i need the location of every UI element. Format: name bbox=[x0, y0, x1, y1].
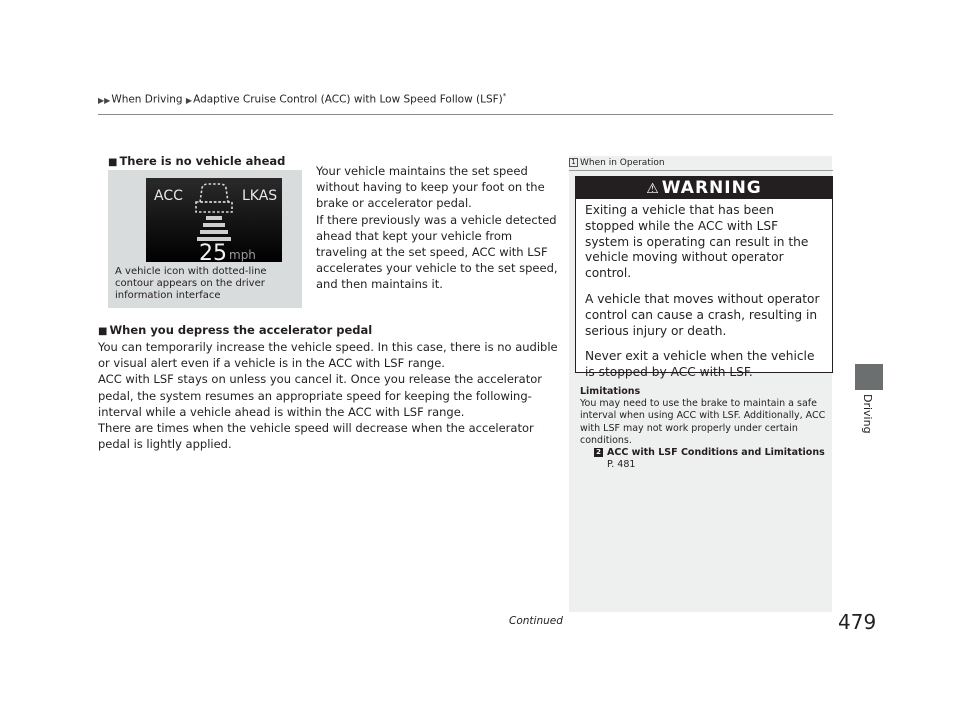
header-rule bbox=[98, 114, 833, 115]
warning-triangle-icon: ⚠ bbox=[646, 181, 660, 197]
warning-title-bar: ⚠ WARNING bbox=[576, 177, 832, 199]
breadcrumb-item-when-driving[interactable]: When Driving bbox=[111, 93, 183, 106]
limitations-body: You may need to use the brake to maintain a safe interval when using ACC with LSF. Additionally, ACC with LSF may not work properly under certain conditions. bbox=[580, 398, 826, 446]
chapter-tab bbox=[855, 364, 883, 390]
lkas-label: LKAS bbox=[242, 188, 278, 204]
cross-reference-link[interactable]: 2 ACC with LSF Conditions and Limitations bbox=[580, 447, 830, 459]
section-title-accelerator: ■ When you depress the accelerator pedal bbox=[98, 323, 373, 337]
set-speed: 25 bbox=[199, 241, 227, 262]
warning-text bbox=[576, 199, 832, 381]
sidebar-heading: 1 When in Operation bbox=[569, 158, 833, 171]
display-graphic bbox=[146, 178, 282, 262]
figure-panel bbox=[108, 170, 302, 308]
warning-box bbox=[575, 176, 833, 380]
note-number-icon: 1 bbox=[569, 158, 578, 167]
reference-icon: 2 bbox=[594, 448, 603, 457]
square-bullet-icon: ■ bbox=[98, 326, 108, 337]
section1-body: Your vehicle maintains the set speed without having to keep your foot on the brake or accelerator pedal. If there previously was a vehicle detected ahead that kept your vehicle from traveling at the set speed, ACC with LSF accelerates your vehicle to the set speed, and then maintains it. bbox=[316, 164, 558, 292]
figure-caption: A vehicle icon with dotted-line contour appears on the driver information interface bbox=[115, 266, 267, 301]
square-bullet-icon: ■ bbox=[108, 157, 118, 168]
driver-info-display bbox=[146, 178, 282, 262]
limitations-note bbox=[580, 386, 830, 471]
breadcrumb-item-acc[interactable]: Adaptive Cruise Control (ACC) with Low Speed Follow (LSF) bbox=[193, 93, 503, 106]
warning-paragraph: A vehicle that moves without operator control can cause a crash, resulting in serious injury or death. bbox=[585, 291, 820, 338]
limitations-title: Limitations bbox=[580, 386, 641, 397]
warning-paragraph: Never exit a vehicle when the vehicle is stopped by ACC with LSF. bbox=[585, 349, 815, 380]
arrow-right-icon: ▶▶ bbox=[98, 95, 111, 105]
section-title-no-vehicle: ■ There is no vehicle ahead bbox=[108, 154, 286, 168]
footnote-mark: * bbox=[502, 92, 507, 100]
breadcrumb bbox=[98, 92, 506, 106]
reference-page[interactable]: P. 481 bbox=[607, 459, 636, 471]
arrow-right-icon: ▶ bbox=[185, 95, 193, 105]
warning-paragraph: Exiting a vehicle that has been stopped while the ACC with LSF system is operating can result in the vehicle moving without operator control. bbox=[585, 203, 809, 281]
page-number: 479 bbox=[838, 610, 877, 634]
section2-body: You can temporarily increase the vehicle speed. In this case, there is no audible or visual alert even if a vehicle is in the ACC with LSF range. ACC with LSF stays on unless you cancel it. Once you release the accelerator pedal, the system resumes an appropriate speed for keeping the following-interval while a vehicle ahead is within the ACC with LSF range. There are times when the vehicle speed will decrease when the accelerator pedal is lightly applied. bbox=[98, 340, 558, 452]
continued-label: Continued bbox=[509, 615, 563, 627]
acc-label: ACC bbox=[154, 188, 183, 204]
chapter-tab-label: Driving bbox=[861, 394, 874, 434]
speed-unit: mph bbox=[229, 248, 256, 262]
